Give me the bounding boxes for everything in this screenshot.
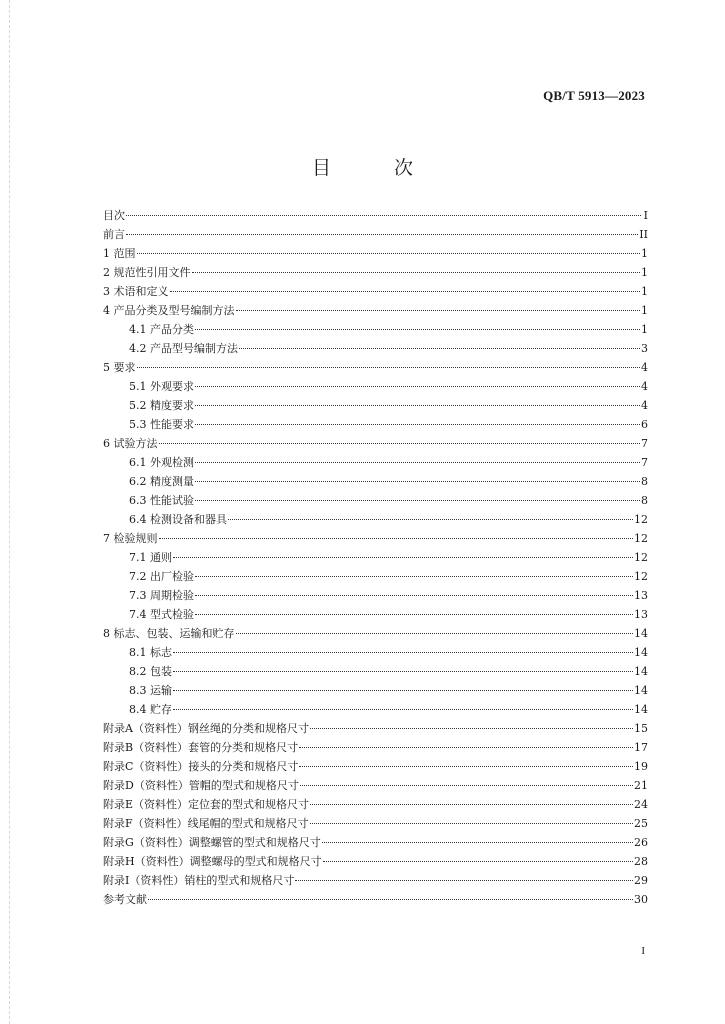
- toc-leader-dots: [195, 386, 640, 387]
- toc-entry-label: 6 试验方法: [103, 437, 158, 450]
- toc-entry[interactable]: [103, 757, 648, 776]
- toc-leader-dots: [195, 500, 640, 501]
- toc-leader-dots: [322, 842, 633, 843]
- toc-entry-label: 5.2 精度要求: [129, 399, 194, 412]
- toc-entry-page: 12: [634, 532, 648, 545]
- toc-leader-dots: [300, 785, 633, 786]
- toc-entry-label: 8.3 运输: [129, 684, 172, 697]
- toc-entry-page: II: [639, 228, 648, 241]
- toc-leader-dots: [310, 804, 633, 805]
- toc-entry-page: 21: [634, 779, 648, 792]
- toc-entry[interactable]: [103, 567, 648, 586]
- toc-entry[interactable]: [103, 719, 648, 738]
- toc-entry[interactable]: [103, 700, 648, 719]
- toc-entry-label: 附录C（资料性）接头的分类和规格尺寸: [103, 760, 299, 773]
- toc-entry-page: 7: [641, 437, 648, 450]
- toc-entry-page: 3: [641, 342, 648, 355]
- toc-entry-page: 14: [634, 646, 648, 659]
- toc-entry[interactable]: [103, 871, 648, 890]
- toc-entry-label: 附录G（资料性）调整螺管的型式和规格尺寸: [103, 836, 321, 849]
- toc-leader-dots: [195, 329, 640, 330]
- toc-entry-page: 17: [634, 741, 648, 754]
- toc-leader-dots: [159, 443, 641, 444]
- toc-entry-label: 7.1 通则: [129, 551, 172, 564]
- toc-leader-dots: [310, 823, 633, 824]
- toc-leader-dots: [195, 614, 633, 615]
- toc-entry[interactable]: [103, 605, 648, 624]
- toc-leader-dots: [299, 766, 633, 767]
- toc-entry-page: 1: [641, 266, 648, 279]
- toc-entry-page: 4: [641, 361, 648, 374]
- toc-entry-label: 5.3 性能要求: [129, 418, 194, 431]
- toc-entry[interactable]: [103, 263, 648, 282]
- toc-entry-label: 7.3 周期检验: [129, 589, 194, 602]
- toc-entry[interactable]: [103, 833, 648, 852]
- toc-entry-page: 28: [634, 855, 648, 868]
- toc-leader-dots: [195, 481, 640, 482]
- toc-entry-label: 4.1 产品分类: [129, 323, 194, 336]
- toc-entry-page: 4: [641, 399, 648, 412]
- toc-entry[interactable]: [103, 738, 648, 757]
- toc-entry[interactable]: [103, 491, 648, 510]
- toc-entry-page: 1: [641, 323, 648, 336]
- toc-entry-page: 30: [634, 893, 648, 906]
- toc-entry-page: I: [643, 209, 648, 222]
- toc-entry[interactable]: [103, 396, 648, 415]
- toc-leader-dots: [173, 652, 633, 653]
- toc-entry-page: 1: [641, 285, 648, 298]
- toc-entry[interactable]: [103, 852, 648, 871]
- toc-entry-page: 14: [634, 703, 648, 716]
- toc-entry-label: 参考文献: [103, 893, 147, 906]
- toc-leader-dots: [137, 367, 641, 368]
- toc-entry-label: 4 产品分类及型号编制方法: [103, 304, 235, 317]
- toc-entry-page: 25: [634, 817, 648, 830]
- toc-entry[interactable]: [103, 206, 648, 225]
- toc-leader-dots: [195, 424, 640, 425]
- toc-entry[interactable]: [103, 301, 648, 320]
- toc-entry[interactable]: [103, 358, 648, 377]
- toc-entry[interactable]: [103, 320, 648, 339]
- toc-entry-label: 附录D（资料性）管帽的型式和规格尺寸: [103, 779, 299, 792]
- toc-leader-dots: [173, 709, 633, 710]
- toc-entry-label: 7.2 出厂检验: [129, 570, 194, 583]
- toc-leader-dots: [295, 880, 633, 881]
- toc-leader-dots: [236, 310, 641, 311]
- toc-entry-label: 6.3 性能试验: [129, 494, 194, 507]
- toc-entry-label: 附录E（资料性）定位套的型式和规格尺寸: [103, 798, 310, 811]
- toc-entry-page: 29: [634, 874, 648, 887]
- toc-entry-page: 8: [641, 475, 648, 488]
- toc-leader-dots: [173, 557, 633, 558]
- toc-entry-label: 5.1 外观要求: [129, 380, 194, 393]
- toc-entry-page: 12: [634, 570, 648, 583]
- toc-entry[interactable]: [103, 510, 648, 529]
- toc-leader-dots: [310, 728, 633, 729]
- toc-entry[interactable]: [103, 814, 648, 833]
- toc-entry-page: 24: [634, 798, 648, 811]
- toc-entry-label: 目次: [103, 209, 125, 222]
- toc-entry[interactable]: [103, 415, 648, 434]
- toc-leader-dots: [192, 272, 641, 273]
- toc-entry[interactable]: [103, 643, 648, 662]
- toc-entry-page: 14: [634, 627, 648, 640]
- toc-entry-label: 附录A（资料性）钢丝绳的分类和规格尺寸: [103, 722, 309, 735]
- toc-entry[interactable]: [103, 890, 648, 909]
- toc-leader-dots: [323, 861, 633, 862]
- toc-entry[interactable]: [103, 225, 648, 244]
- toc-entry[interactable]: [103, 548, 648, 567]
- page-title: 目 次: [311, 157, 435, 179]
- toc-entry-page: 14: [634, 665, 648, 678]
- toc-entry-page: 1: [641, 247, 648, 260]
- toc-entry-label: 附录B（资料性）套管的分类和规格尺寸: [103, 741, 299, 754]
- toc-leader-dots: [126, 234, 638, 235]
- toc-entry[interactable]: [103, 377, 648, 396]
- toc-leader-dots: [236, 633, 634, 634]
- page-number: I: [641, 945, 645, 957]
- toc-entry-label: 8.1 标志: [129, 646, 172, 659]
- toc-entry[interactable]: [103, 795, 648, 814]
- toc-entry-page: 8: [641, 494, 648, 507]
- toc-entry[interactable]: [103, 244, 648, 263]
- toc-entry[interactable]: [103, 339, 648, 358]
- toc-entry[interactable]: [103, 624, 648, 643]
- toc-entry-page: 12: [634, 551, 648, 564]
- toc-entry-label: 6.4 检测设备和器具: [129, 513, 227, 526]
- toc-entry-page: 15: [634, 722, 648, 735]
- toc-leader-dots: [126, 215, 641, 216]
- toc-entry[interactable]: [103, 434, 648, 453]
- toc-entry-label: 8.2 包装: [129, 665, 172, 678]
- toc-entry[interactable]: [103, 529, 648, 548]
- toc-entry[interactable]: [103, 662, 648, 681]
- toc-entry-page: 13: [634, 589, 648, 602]
- toc-entry-label: 3 术语和定义: [103, 285, 169, 298]
- toc-entry-page: 12: [634, 513, 648, 526]
- toc-entry-label: 6.2 精度测量: [129, 475, 194, 488]
- toc-entry[interactable]: [103, 681, 648, 700]
- toc-entry-page: 7: [641, 456, 648, 469]
- table-of-contents: [103, 206, 648, 909]
- toc-entry-label: 7.4 型式检验: [129, 608, 194, 621]
- toc-entry[interactable]: [103, 282, 648, 301]
- toc-entry-page: 4: [641, 380, 648, 393]
- toc-entry[interactable]: [103, 453, 648, 472]
- toc-leader-dots: [239, 348, 640, 349]
- toc-leader-dots: [173, 671, 633, 672]
- toc-entry[interactable]: [103, 776, 648, 795]
- toc-entry-page: 1: [641, 304, 648, 317]
- toc-entry-label: 2 规范性引用文件: [103, 266, 191, 279]
- toc-leader-dots: [195, 462, 640, 463]
- toc-entry-label: 6.1 外观检测: [129, 456, 194, 469]
- toc-entry-label: 5 要求: [103, 361, 136, 374]
- toc-entry-label: 8.4 贮存: [129, 703, 172, 716]
- toc-entry-page: 14: [634, 684, 648, 697]
- toc-entry-page: 19: [634, 760, 648, 773]
- toc-entry-page: 6: [641, 418, 648, 431]
- toc-entry[interactable]: [103, 586, 648, 605]
- toc-entry-label: 前言: [103, 228, 125, 241]
- toc-leader-dots: [148, 899, 633, 900]
- toc-leader-dots: [228, 519, 633, 520]
- toc-leader-dots: [173, 690, 633, 691]
- toc-entry-page: 13: [634, 608, 648, 621]
- toc-entry-label: 附录I（资料性）销柱的型式和规格尺寸: [103, 874, 295, 887]
- toc-entry-label: 附录H（资料性）调整螺母的型式和规格尺寸: [103, 855, 322, 868]
- toc-leader-dots: [195, 576, 633, 577]
- toc-leader-dots: [137, 253, 641, 254]
- toc-entry-label: 7 检验规则: [103, 532, 158, 545]
- toc-entry[interactable]: [103, 472, 648, 491]
- toc-entry-label: 8 标志、包装、运输和贮存: [103, 627, 235, 640]
- toc-leader-dots: [299, 747, 633, 748]
- toc-leader-dots: [170, 291, 641, 292]
- standard-code: QB/T 5913—2023: [543, 88, 645, 103]
- toc-entry-label: 附录F（资料性）线尾帽的型式和规格尺寸: [103, 817, 309, 830]
- toc-leader-dots: [195, 595, 633, 596]
- toc-leader-dots: [195, 405, 640, 406]
- toc-leader-dots: [159, 538, 634, 539]
- toc-entry-page: 26: [634, 836, 648, 849]
- toc-entry-label: 1 范围: [103, 247, 136, 260]
- toc-entry-label: 4.2 产品型号编制方法: [129, 342, 238, 355]
